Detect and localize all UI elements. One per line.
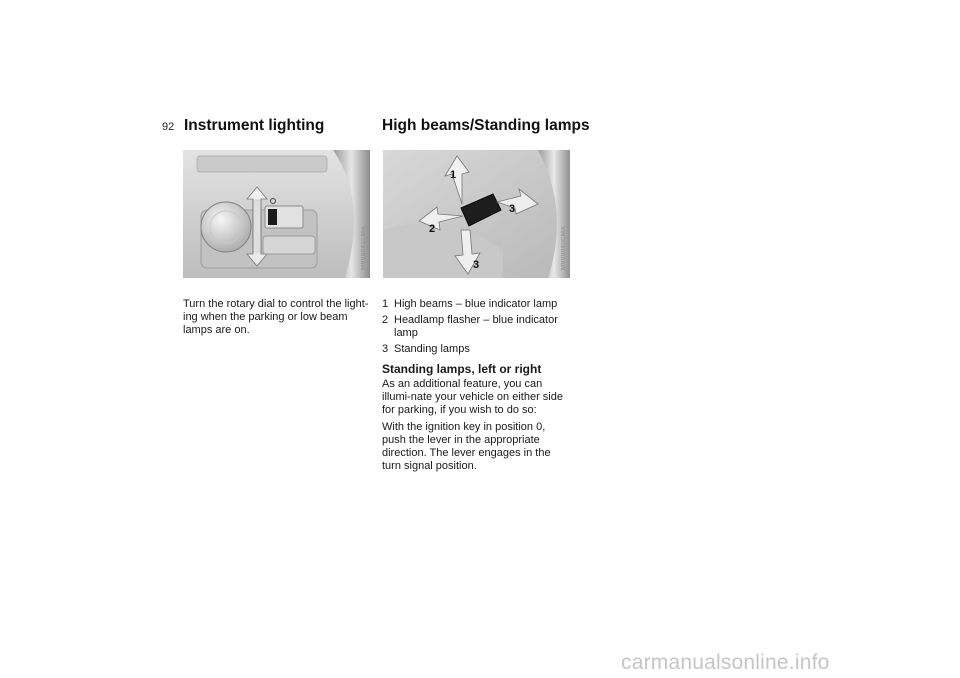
figure-label-3-bottom: 3 [473, 259, 480, 271]
watermark-text: carmanualsonline.info [621, 651, 830, 674]
high-beams-list [382, 298, 567, 359]
figure-label-3-top: 1 [450, 169, 457, 181]
figure-label-1: 2 [429, 223, 436, 235]
list-item: 1 High beams – blue indicator lamp [382, 298, 558, 310]
standing-lamps-paragraph: With the ignition key in position 0, push the lever in the appropriate direction. The lever engages in the turn signal position. [382, 421, 551, 472]
figure-code: MV09040CMA [561, 225, 567, 270]
high-beams-figure [383, 150, 570, 278]
instrument-lighting-figure [183, 150, 370, 278]
page-number: 92 [162, 121, 175, 133]
rotary-dial-illustration [183, 150, 370, 278]
figure-label-2: 3 [509, 203, 516, 215]
standing-lamps-subheading: Standing lamps, left or right [382, 362, 542, 376]
list-item: 2 Headlamp flasher – blue indicator lamp [382, 314, 558, 339]
standing-lamps-text [382, 378, 572, 477]
list-item: 3 Standing lamps [382, 343, 470, 355]
headlamp-lever-illustration [383, 150, 570, 278]
figure-code: MV09041CMA [361, 225, 367, 270]
instrument-lighting-title: Instrument lighting [184, 117, 325, 134]
instrument-lighting-paragraph: Turn the rotary dial to control the light-ing when the parking or low beam lamps are on. [183, 298, 369, 336]
high-beams-title: High beams/Standing lamps [382, 117, 590, 134]
standing-lamps-paragraph: As an additional feature, you can illumi-nate your vehicle on either side for parking, if you wish to do so: [382, 378, 563, 416]
